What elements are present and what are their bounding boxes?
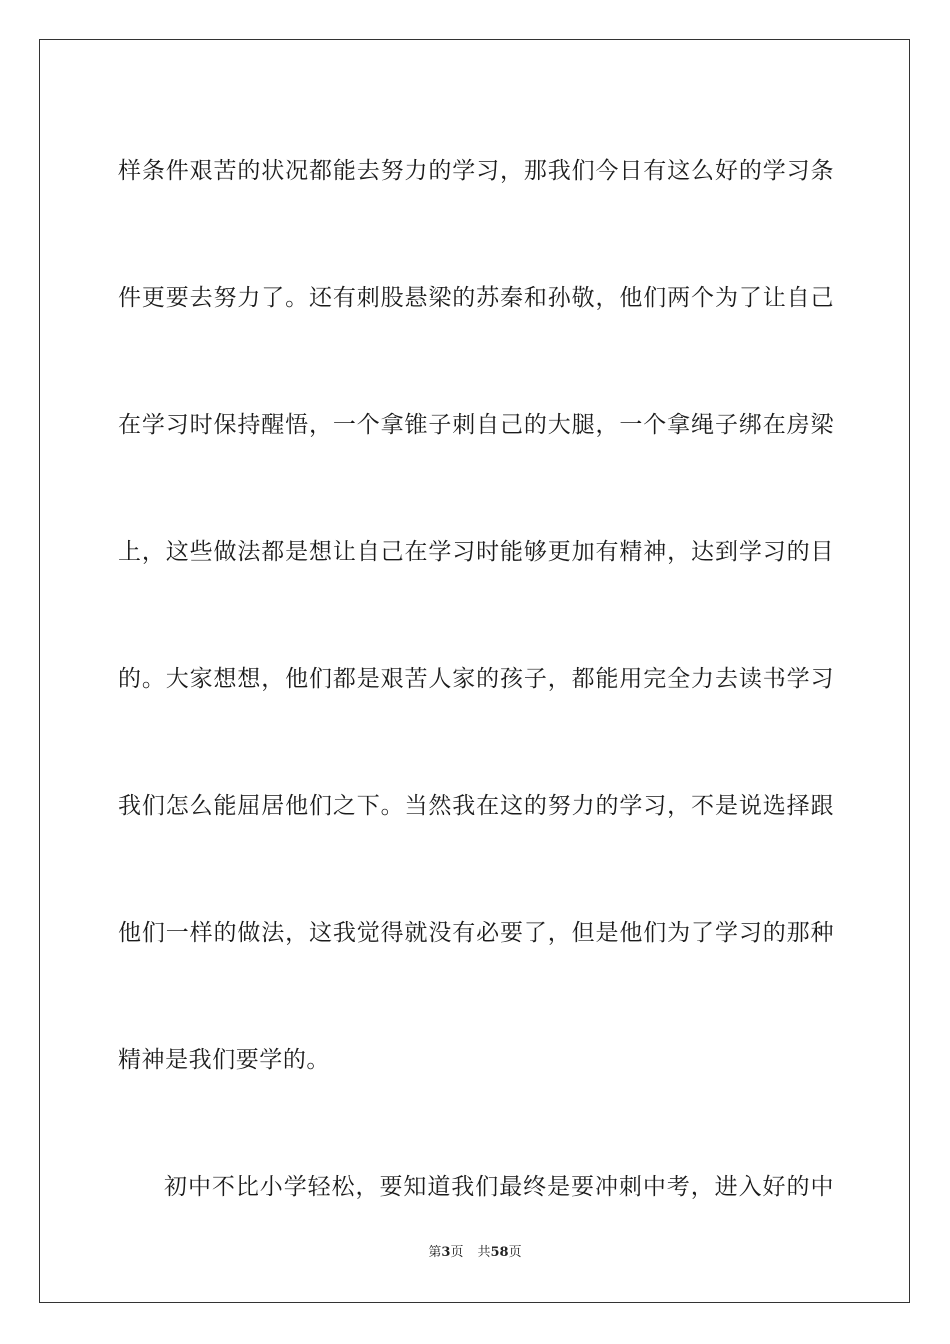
footer-total-pages: 58 <box>490 1245 509 1260</box>
text-line-1: 样条件艰苦的状况都能去努力的学习，那我们今日有这么好的学习条 <box>118 158 834 184</box>
text-line-9: 初中不比小学轻松，要知道我们最终是要冲刺中考，进入好的中 <box>164 1174 834 1200</box>
text-line-4: 上，这些做法都是想让自己在学习时能够更加有精神，达到学习的目 <box>118 539 834 565</box>
footer-page-number: 3 <box>441 1245 451 1260</box>
footer-total-suffix: 页 <box>508 1245 522 1260</box>
text-line-3: 在学习时保持醒悟，一个拿锥子刺自己的大腿，一个拿绳子绑在房梁 <box>118 412 834 438</box>
footer-page-suffix: 页 <box>450 1245 464 1260</box>
text-line-2: 件更要去努力了。还有刺股悬梁的苏秦和孙敬，他们两个为了让自己 <box>118 285 834 311</box>
text-line-8: 精神是我们要学的。 <box>118 1047 330 1073</box>
text-line-5: 的。大家想想，他们都是艰苦人家的孩子，都能用完全力去读书学习 <box>118 666 834 692</box>
footer-total-prefix: 共 <box>477 1245 491 1260</box>
text-line-7: 他们一样的做法，这我觉得就没有必要了，但是他们为了学习的那种 <box>118 920 834 946</box>
text-line-6: 我们怎么能屈居他们之下。当然我在这的努力的学习，不是说选择跟 <box>118 793 834 819</box>
document-body <box>118 108 834 1251</box>
page-footer <box>0 1245 950 1261</box>
footer-page-prefix: 第 <box>428 1245 442 1260</box>
